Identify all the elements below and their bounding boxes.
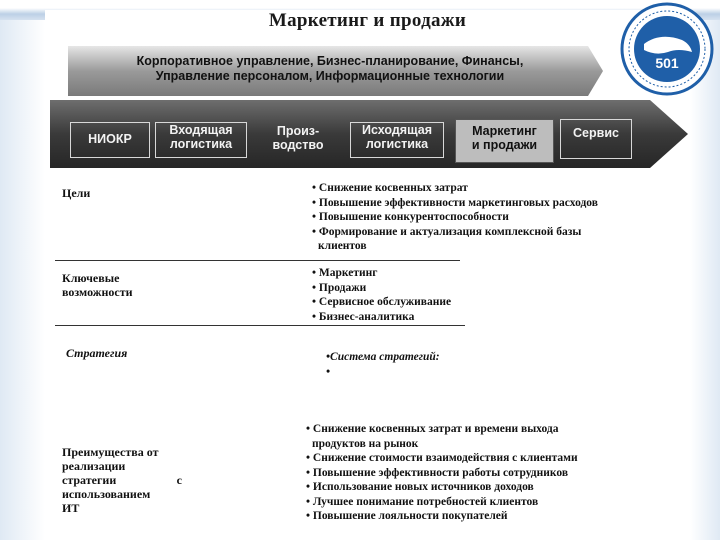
list-item: • Использование новых источников доходов (306, 481, 534, 493)
list-item: •Система стратегий: (326, 351, 440, 363)
row-label-text: Ключевые (62, 271, 120, 285)
strategy-list (326, 350, 440, 379)
page-title: Маркетинг и продажи (268, 10, 467, 31)
row-divider (55, 325, 465, 326)
row-label-line (62, 473, 182, 487)
goals-list (312, 181, 598, 254)
chain-segment-label: и продажи (471, 138, 538, 152)
row-label-text: использованием (62, 487, 151, 501)
row-label-goals (62, 186, 90, 200)
list-item: • Бизнес-аналитика (312, 310, 415, 323)
chain-segment-service[interactable] (560, 119, 632, 159)
list-item: • Сервисное обслуживание (312, 296, 452, 308)
row-divider (55, 260, 460, 261)
row-label-text: с (176, 473, 182, 487)
row-label-capabilities (62, 271, 133, 299)
top-banner-line2: Управление персоналом, Информационные технологии (155, 69, 505, 83)
chain-segment-label: Маркетинг (472, 124, 537, 138)
list-item: • Продажи (312, 281, 367, 294)
list-item: • (326, 365, 331, 378)
list-item: • Лучшее понимание потребностей клиентов (306, 495, 539, 508)
row-label-text: реализации (62, 459, 126, 473)
list-item: • Формирование и актуализация комплексной базы (312, 225, 582, 238)
row-label-text: стратегии (62, 473, 117, 487)
top-banner-line1: Корпоративное управление, Бизнес-планирование, Финансы, (136, 54, 524, 68)
chain-segment-label: водство (272, 138, 324, 152)
capabilities-list (312, 266, 451, 324)
chain-segment-label: логистика (365, 137, 429, 151)
list-item: • Снижение косвенных затрат и времени выхода (306, 423, 559, 435)
row-label-text: Стратегия (66, 346, 128, 360)
chain-segment-label: Сервис (573, 126, 619, 140)
chain-segment-inbound-logistics[interactable] (155, 122, 247, 158)
chain-segment-production[interactable] (258, 124, 338, 158)
row-label-strategy (66, 346, 127, 360)
seal-emblem-icon (620, 2, 714, 96)
list-item: • Снижение косвенных затрат (312, 182, 468, 194)
chain-segment-label: Исходящая (361, 123, 433, 137)
chain-segment-label: Произ- (276, 124, 320, 138)
list-item: продуктов на рынок (312, 437, 419, 450)
benefits-list (306, 422, 578, 524)
frame-left-edge (0, 20, 45, 540)
row-label-text: Цели (62, 186, 91, 200)
chain-segment-label: логистика (169, 137, 233, 151)
list-item: • Снижение стоимости взаимодействия с клиентами (306, 452, 578, 464)
chain-segment-marketing-sales[interactable] (455, 119, 554, 163)
logo-number: 501 (655, 55, 679, 71)
list-item: • Повышение конкурентоспособности (312, 211, 509, 223)
chain-segment-label: Входящая (169, 123, 233, 137)
list-item: • Повышение эффективности маркетинговых расходов (312, 196, 598, 209)
chain-segment-rnd[interactable] (70, 122, 150, 158)
list-item: клиентов (318, 240, 367, 252)
chain-segment-outbound-logistics[interactable] (350, 122, 444, 158)
row-label-text: Преимущества от (62, 445, 159, 459)
top-banner-text (80, 54, 580, 84)
chain-segment-label: НИОКР (88, 132, 132, 146)
list-item: • Повышение эффективности работы сотрудников (306, 466, 569, 479)
row-label-text: возможности (62, 285, 133, 299)
list-item: • Маркетинг (312, 267, 378, 279)
row-label-benefits (62, 445, 182, 515)
list-item: • Повышение лояльности покупателей (306, 510, 508, 522)
row-label-text: ИТ (62, 501, 80, 515)
frame-right-edge (690, 20, 720, 540)
